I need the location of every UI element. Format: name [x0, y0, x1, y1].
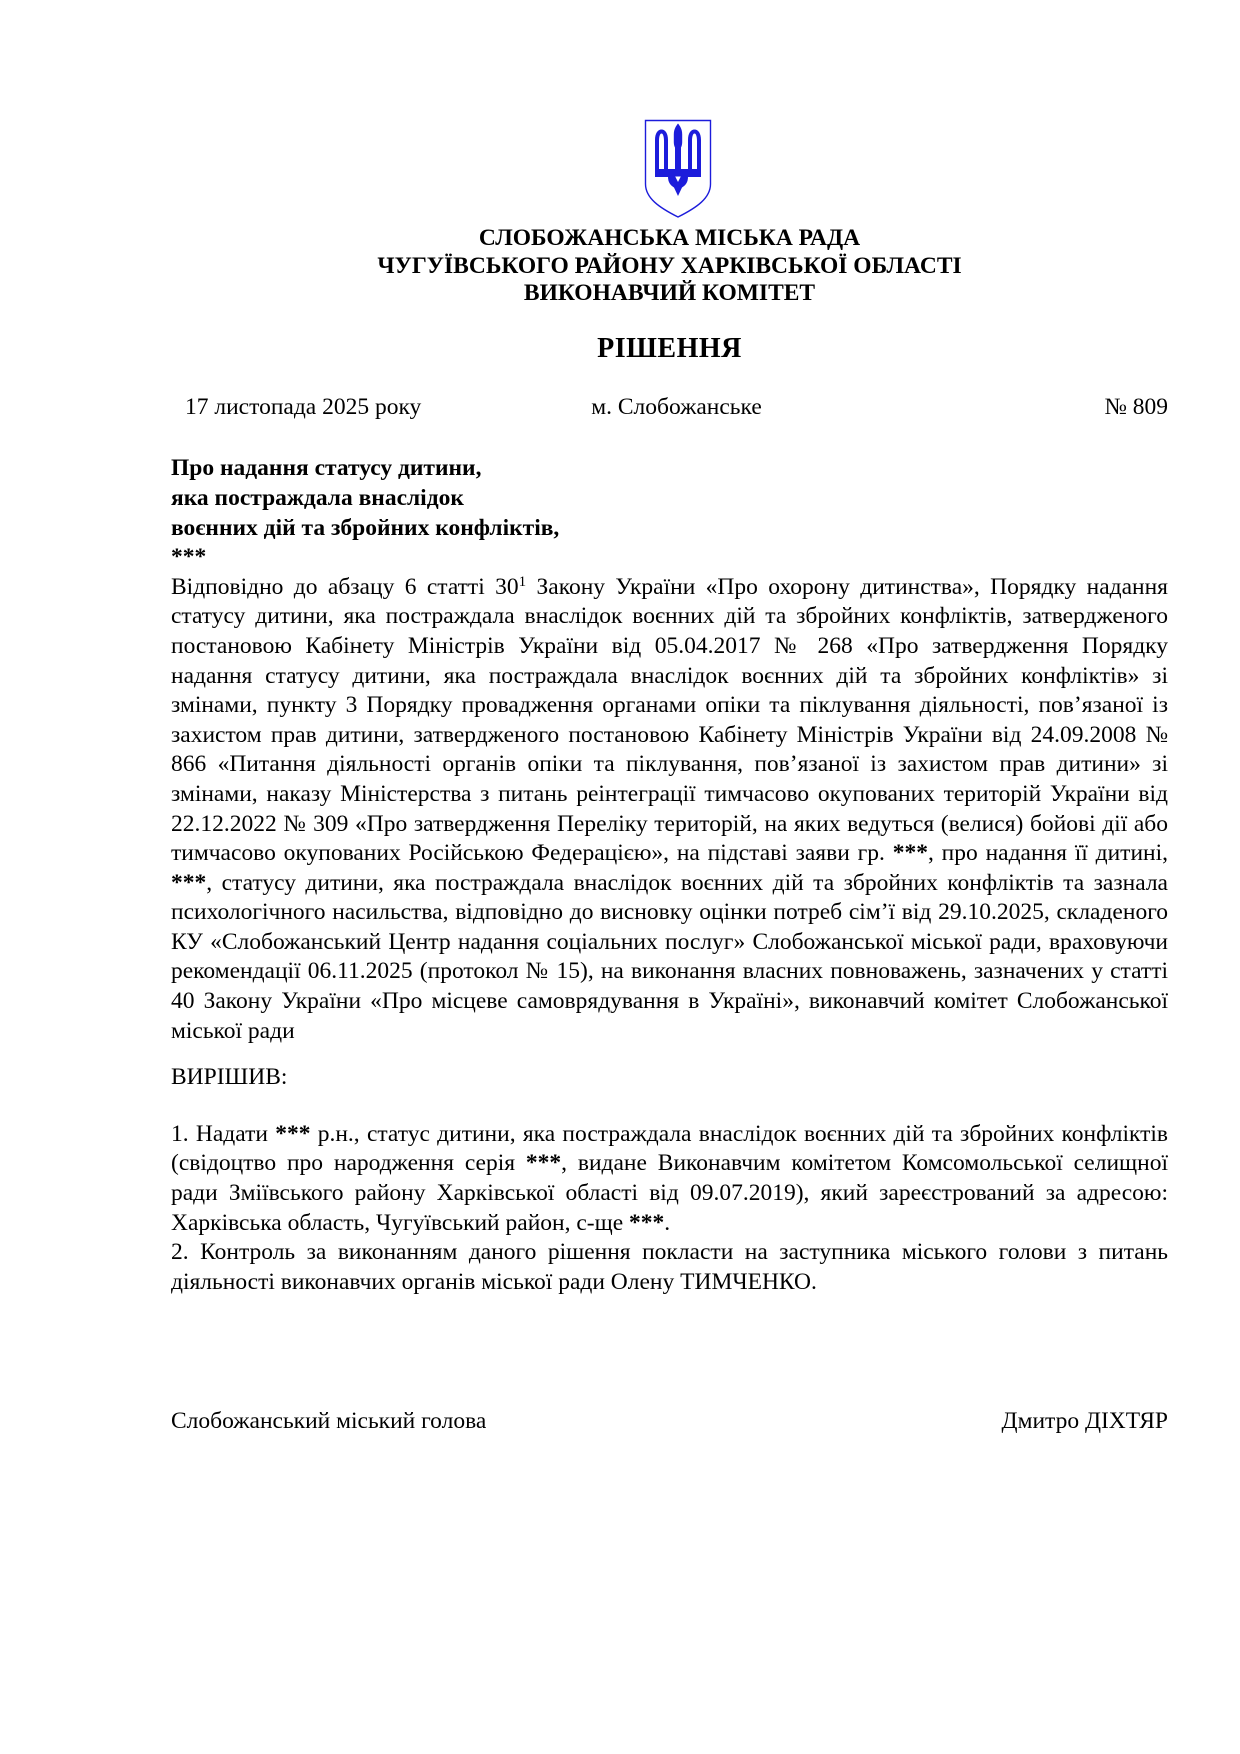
subject-line: Про надання статусу дитини,: [171, 455, 482, 482]
resolution-label: ВИРІШИВ:: [171, 1064, 288, 1091]
subject-line: воєнних дій та збройних конфліктів,: [171, 514, 560, 541]
date-row: [171, 393, 1168, 423]
resolution-items: [171, 1120, 1168, 1298]
subject-block: [171, 454, 1168, 572]
document-date: 17 листопада 2025 року: [185, 393, 422, 420]
subject-line: ***: [171, 544, 207, 571]
resolution-item-1: 1. Надати *** р.н., статус дитини, яка постраждала внаслідок воєнних дій та збройних конфліктів (свідоцтво про народження серія ***, видане Виконавчим комітетом Комсомольської селищної ради Зміївського району Харківської області від 09.07.2019), який зареєстрований за адресою: Харківська область, Чугуївський район, с-ще ***.: [171, 1120, 1168, 1236]
signature-row: [171, 1407, 1168, 1437]
document-place: м. Слобожанське: [591, 393, 762, 420]
subject-line: яка постраждала внаслідок: [171, 484, 464, 511]
trident-icon: [644, 119, 712, 219]
preamble-paragraph: Відповідно до абзацу 6 статті $30^1$ Закону України «Про охорону дитинства», Порядку надання статусу дитини, яка постраждала внаслідок воєнних дій та збройних конфліктів, затвердженого постановою Кабінету Міністрів України від 05.04.2017 № 268 «Про затвердження Порядку надання статусу дитини, яка постраждала внаслідок воєнних дій та збройних конфліктів» зі змінами, пункту 3 Порядку провадження органами опіки та піклування діяльності, пов’язаної із захистом прав дитини, затвердженого постановою Кабінету Міністрів України від 24.09.2008 № 866 «Питання діяльності органів опіки та піклування, пов’язаної із захистом прав дитини» зі змінами, наказу Міністерства з питань реінтеграції тимчасово окупованих територій України від 22.12.2022 № 309 «Про затвердження Переліку територій, на яких ведуться (велися) бойові дії або тимчасово окупованих Російською Федерацією», на підставі заяви гр. ***, про надання її дитині, ***, статусу дитини, яка постраждала внаслідок воєнних дій та збройних конфліктів та зазнала психологічного насильства, відповідно до висновку оцінки потреб сім’ї від 29.10.2025, складеного КУ «Слобожанський Центр надання соціальних послуг» Слобожанської міської ради, враховуючи рекомендації 06.11.2025 (протокол № 15), на виконання власних повноважень, зазначених у статті 40 Закону України «Про місцеве самоврядування в Україні», виконавчий комітет Слобожанської міської ради: [171, 573, 1168, 1044]
emblem: [171, 119, 1168, 219]
signature-name: Дмитро ДІХТЯР: [1001, 1408, 1168, 1435]
org-header: [171, 225, 1168, 308]
document-number: № 809: [1104, 393, 1168, 420]
resolution-item-2: 2. Контроль за виконанням даного рішення покласти на заступника міського голови з питань діяльності виконавчих органів міської ради Олену ТИМЧЕНКО.: [171, 1239, 1168, 1295]
org-committee-line: ВИКОНАВЧИЙ КОМІТЕТ: [523, 280, 816, 307]
document-type-title: РІШЕННЯ: [597, 332, 742, 364]
org-name-line: СЛОБОЖАНСЬКА МІСЬКА РАДА: [478, 225, 861, 251]
signature-position: Слобожанський міський голова: [171, 1408, 487, 1435]
org-district-line: ЧУГУЇВСЬКОГО РАЙОНУ ХАРКІВСЬКОЇ ОБЛАСТІ: [377, 252, 962, 279]
